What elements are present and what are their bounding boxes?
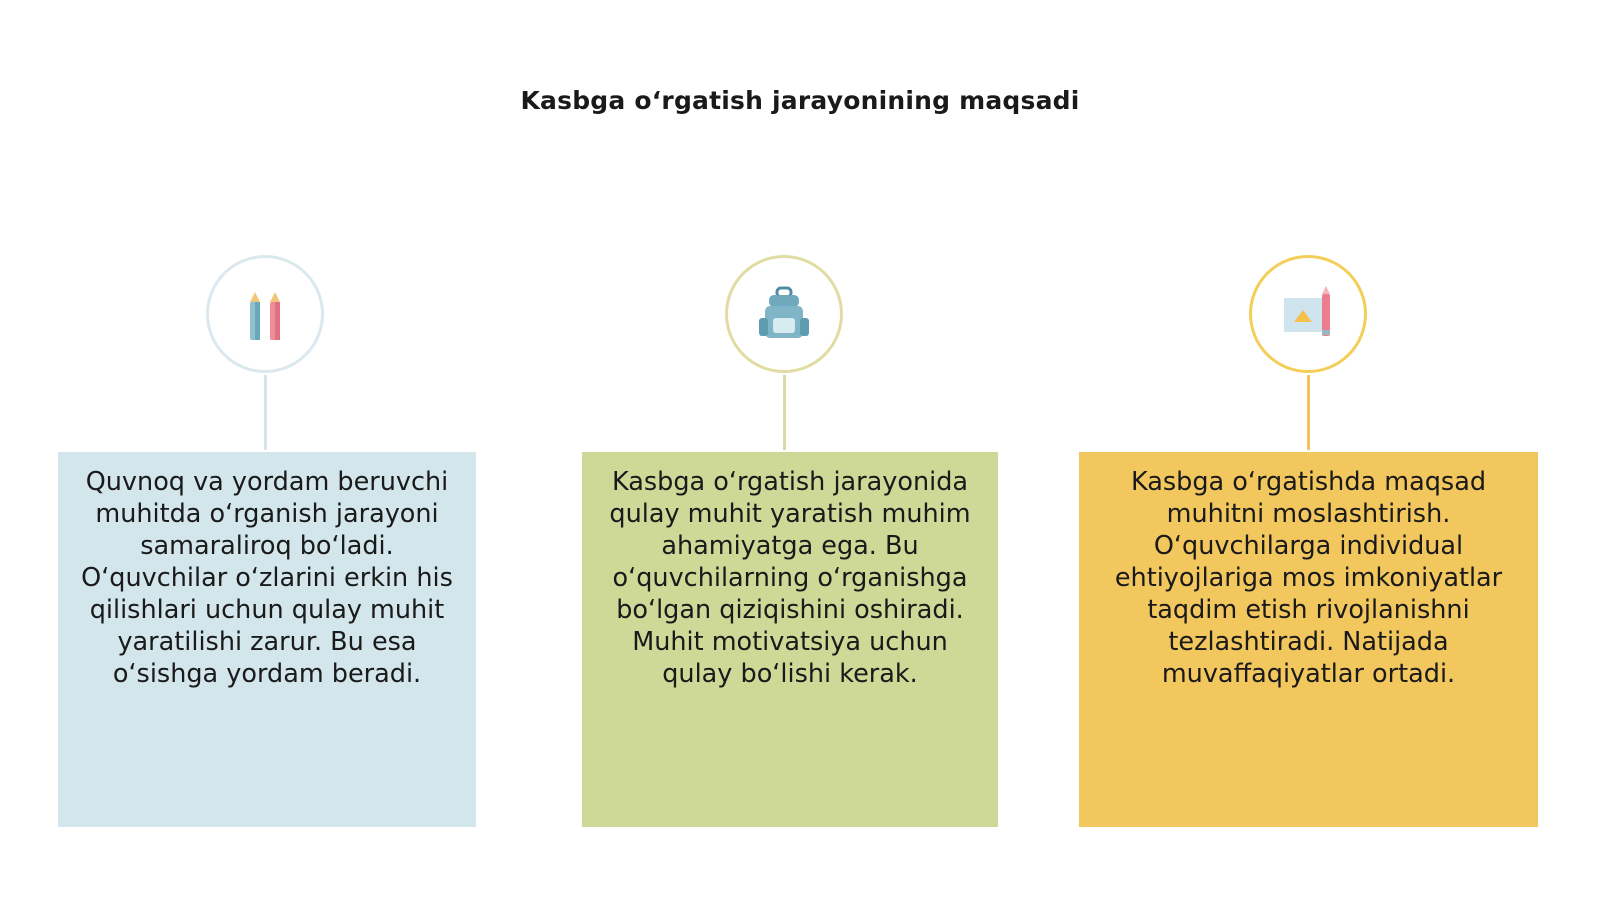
icon-ring-3	[1249, 255, 1367, 373]
goal-card-3-text: Kasbga o‘rgatishda maqsad muhitni moslashtirish. O‘quvchilarga individual ehtiyojlariga mos imkoniyatlar taqdim etish rivojlanishni tezlashtiradi. Natijada muvaffaqiyatlar ortadi.	[1114, 467, 1503, 689]
colored-pencils-icon	[233, 282, 297, 346]
drawing-board-pencil-icon	[1276, 282, 1340, 346]
goal-card-1	[58, 452, 476, 827]
icon-ring-2	[725, 255, 843, 373]
backpack-icon	[752, 282, 816, 346]
goal-card-1-text: Quvnoq va yordam beruvchi muhitda o‘rganish jarayoni samaraliroq bo‘ladi. O‘quvchilar o‘zlarini erkin his qilishlari uchun qulay muhit yaratilishi zarur. Bu esa o‘sishga yordam beradi.	[81, 467, 453, 689]
icon-ring-1	[206, 255, 324, 373]
goal-card-2	[582, 452, 998, 827]
connector-line-2	[783, 375, 786, 450]
connector-line-1	[264, 375, 267, 450]
page-title: Kasbga o‘rgatish jarayonining maqsadi	[520, 86, 1080, 115]
goal-card-3	[1079, 452, 1538, 827]
goal-card-2-text: Kasbga o‘rgatish jarayonida qulay muhit yaratish muhim ahamiyatga ega. Bu o‘quvchilarning o‘rganishga bo‘lgan qiziqishini oshiradi. Muhit motivatsiya uchun qulay bo‘lishi kerak.	[609, 467, 971, 689]
connector-line-3	[1307, 375, 1310, 450]
